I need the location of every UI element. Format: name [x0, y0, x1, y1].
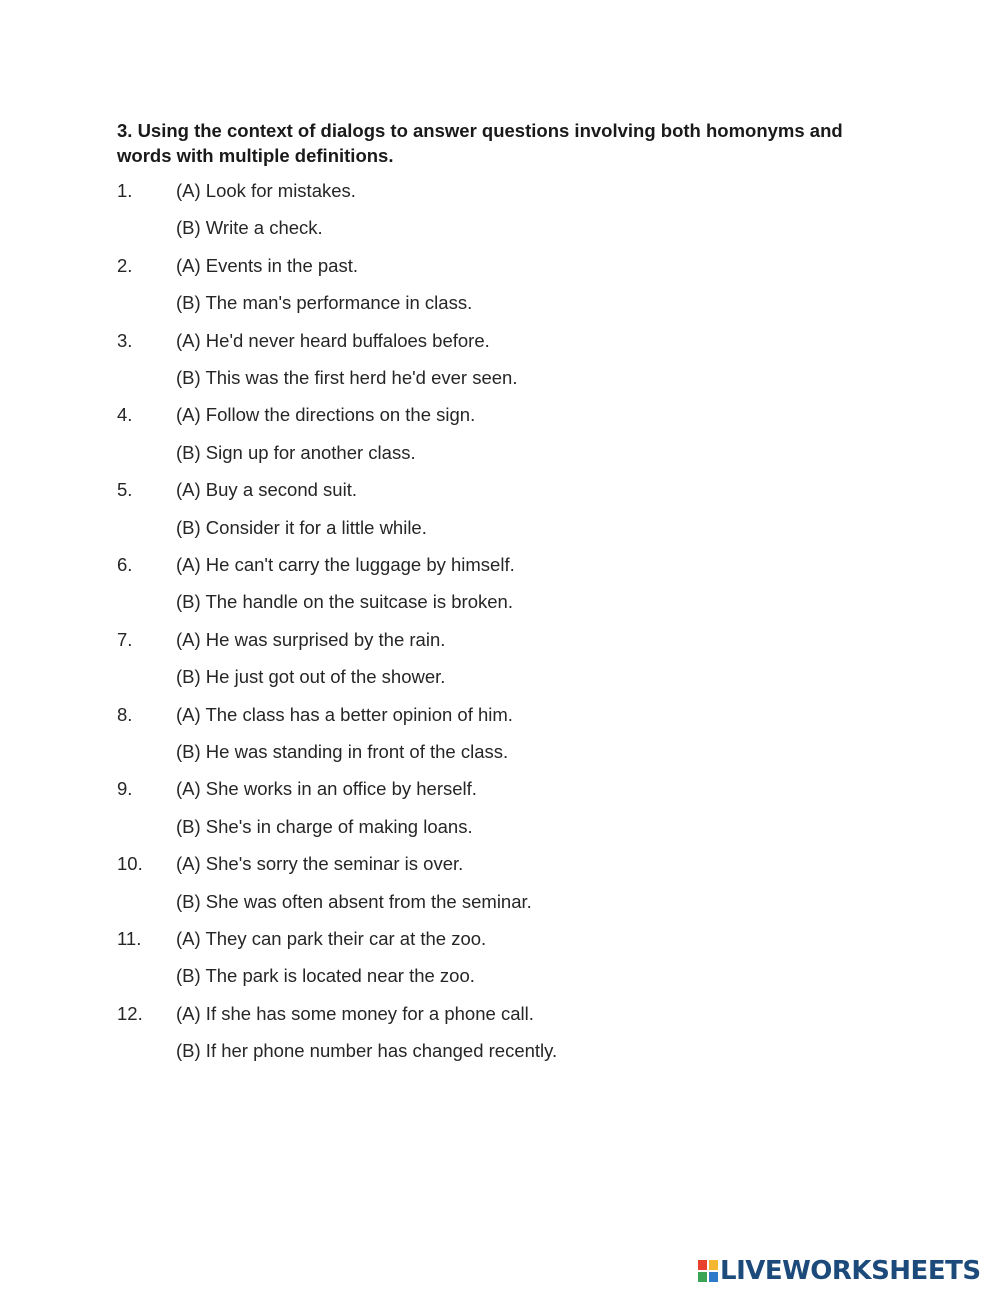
question-number: 9.: [117, 778, 133, 800]
answer-option-b: (B) He just got out of the shower.: [176, 666, 446, 688]
answer-option-b: (B) Sign up for another class.: [176, 441, 416, 463]
answer-option-b: (B) She's in charge of making loans.: [176, 815, 473, 837]
question-number: 1.: [117, 180, 133, 201]
answer-option-a: (A) He'd never heard buffaloes before.: [176, 329, 490, 351]
section-heading: 3. Using the context of dialogs to answer questions involving both homonyms and words with multiple definitions.: [117, 120, 843, 166]
answer-option-b: (B) He was standing in front of the class.: [176, 741, 509, 762]
answer-option-a: (A) They can park their car at the zoo.: [176, 928, 487, 949]
liveworksheets-logo-icon: [698, 1260, 718, 1282]
question-number: 3.: [117, 329, 133, 351]
question-number: 2.: [117, 254, 133, 276]
answer-option-a: (A) He can't carry the luggage by himself.: [176, 554, 515, 575]
question-number: 10.: [117, 853, 143, 875]
answer-option-b: (B) The park is located near the zoo.: [176, 965, 475, 987]
answer-option-b: (B) If her phone number has changed recently.: [176, 1040, 558, 1062]
answer-option-a: (A) The class has a better opinion of him.: [176, 703, 513, 725]
brand-footer: [698, 1256, 981, 1286]
answer-option-a: (A) He was surprised by the rain.: [176, 628, 446, 650]
answer-option-a: (A) Events in the past.: [176, 254, 359, 276]
question-number: 6.: [117, 554, 133, 575]
answer-option-b: (B) Consider it for a little while.: [176, 516, 427, 538]
question-number: 11.: [117, 928, 142, 949]
answer-option-b: (B) She was often absent from the seminar.: [176, 890, 532, 912]
question-number: 8.: [117, 703, 133, 725]
answer-option-a: (A) Look for mistakes.: [176, 180, 356, 201]
answer-option-a: (A) Follow the directions on the sign.: [176, 404, 476, 426]
answer-option-a: (A) She's sorry the seminar is over.: [176, 853, 464, 875]
answer-option-b: (B) The handle on the suitcase is broken.: [176, 591, 513, 613]
answer-option-b: (B) The man's performance in class.: [176, 292, 473, 314]
question-number: 5.: [117, 479, 133, 501]
answer-option-a: (A) Buy a second suit.: [176, 479, 357, 501]
question-number: 4.: [117, 404, 133, 426]
brand-name: LIVEWORKSHEETS: [720, 1256, 981, 1286]
answer-option-b: (B) This was the first herd he'd ever seen.: [176, 367, 518, 388]
question-number: 7.: [117, 628, 133, 650]
question-number: 12.: [117, 1002, 143, 1024]
answer-option-a: (A) If she has some money for a phone call.: [176, 1002, 534, 1024]
answer-option-b: (B) Write a check.: [176, 217, 323, 239]
answer-option-a: (A) She works in an office by herself.: [176, 778, 477, 800]
